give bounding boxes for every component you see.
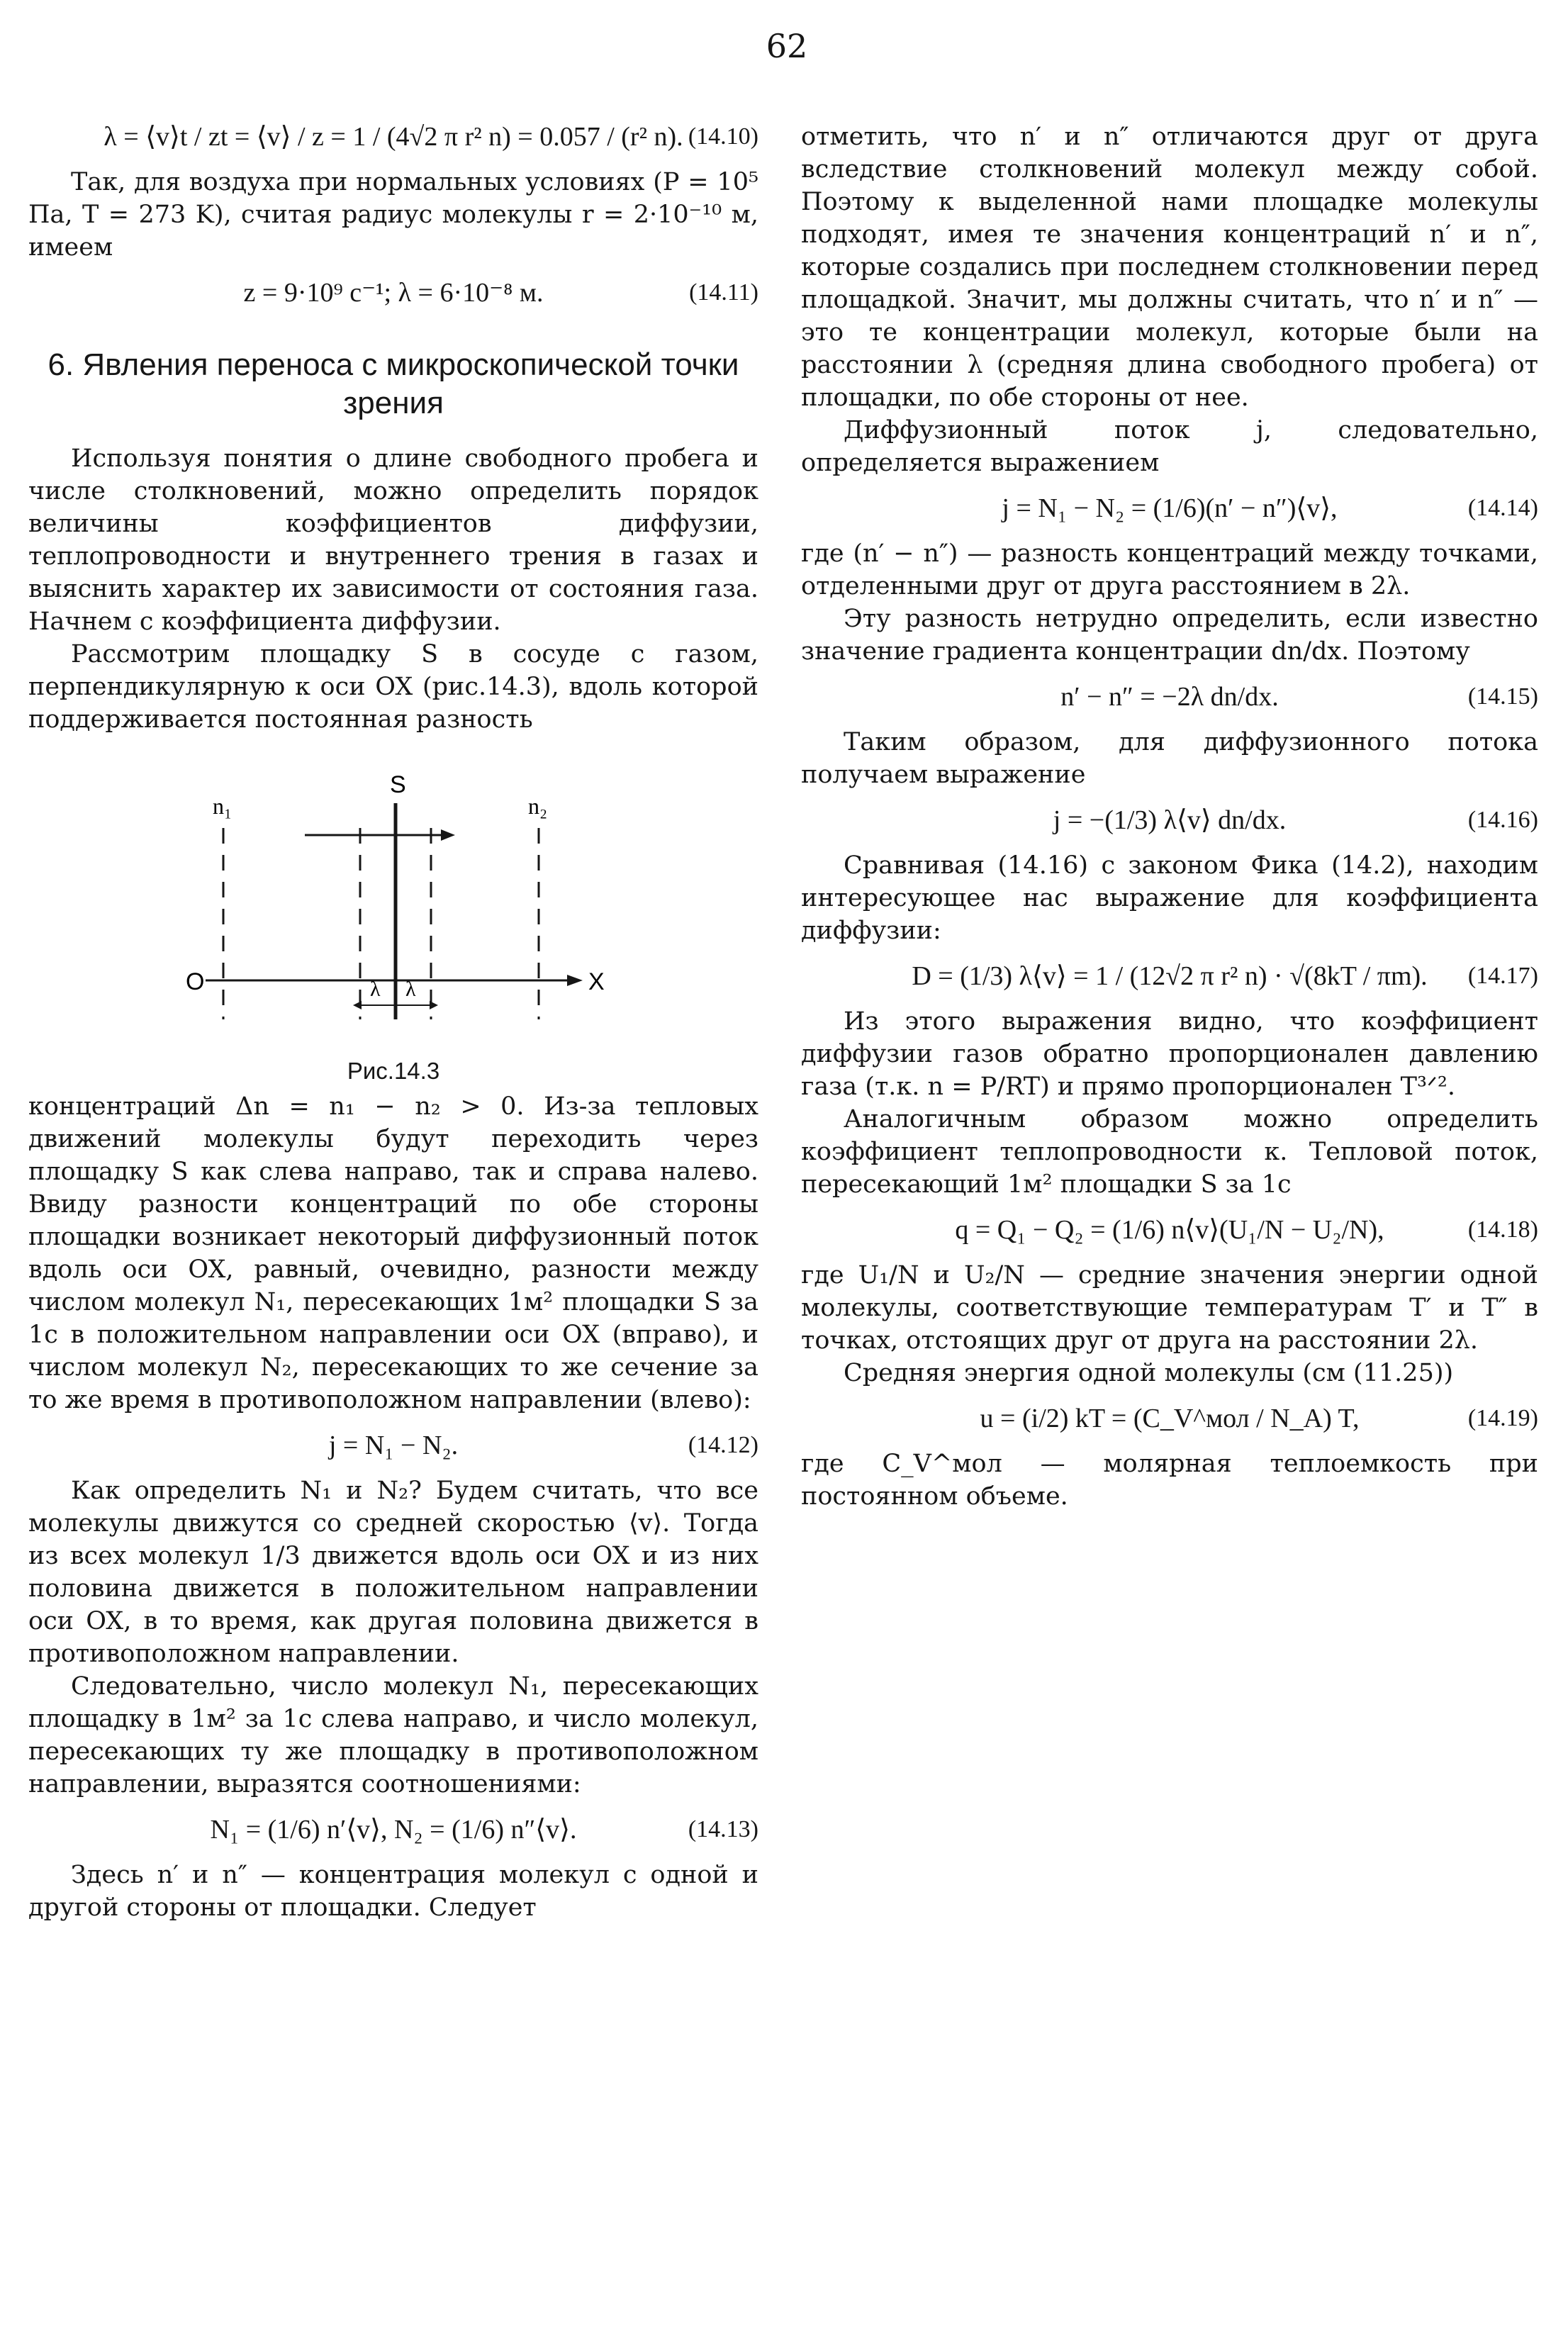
figure-14-3 [28,764,758,1090]
label-x: X [588,968,605,995]
label-s: S [390,771,406,798]
paragraph: где U₁/N и U₂/N — средние значения энергии одной молекулы, соответствующие температурам T′ и T″ в точках, отстоящих друг от друга на расстоянии 2λ. [801,1261,1538,1355]
left-column [28,121,758,1924]
paragraph: Таким образом, для диффузионного потока получаем выражение [801,728,1538,789]
page-number: 62 [766,27,808,65]
paragraph: Средняя энергия одной молекулы (см (11.25)) [844,1359,1454,1387]
figure-caption: Рис.14.3 [347,1058,440,1084]
equation-tag: (14.18) [1467,1216,1538,1243]
paragraph: Сравнивая (14.16) с законом Фика (14.2), находим интересующее нас выражение для коэффициента диффузии: [801,851,1538,945]
paragraph: Аналогичным образом можно определить коэффициент теплопроводности κ. Тепловой поток, пересекающий 1м² площадки S за 1с [801,1105,1538,1199]
equation-14-19 [801,1402,1538,1435]
equation-tag: (14.19) [1467,1405,1538,1431]
figure-diagram [28,764,758,1048]
equation-expr: D = (1/3) λ⟨v⟩ = 1 / (12√2 π r² n) · √(8kT / πm). [912,961,1428,991]
paragraph: Как определить N₁ и N₂? Будем считать, что все молекулы движутся со средней скоростью ⟨v⟩. Тогда из всех молекул 1/3 движется вдоль оси OX и из них половина движется в положительном направлении оси OX, в то время, как другая половина движется в противоположном направлении. [28,1477,758,1668]
equation-tag: (14.13) [688,1816,758,1842]
paragraph: где (n′ − n″) — разность концентраций между точками, отделенными друг от друга расстоянием в 2λ. [801,539,1538,600]
equation-14-15 [801,681,1538,713]
equation-expr: N₁ = (1/6) n′⟨v⟩, N₂ = (1/6) n″⟨v⟩. [210,1815,577,1845]
equation-14-10 [28,121,758,153]
equation-expr: n′ − n″ = −2λ dn/dx. [1060,682,1279,712]
paragraph: Так, для воздуха при нормальных условиях (P = 10⁵ Па, T = 273 K), считая радиус молекулы r = 2·10⁻¹⁰ м, имеем [28,168,758,262]
paragraph: где C_V^мол — молярная теплоемкость при постоянном объеме. [801,1450,1538,1511]
label-n1: n₁ [213,793,233,819]
paragraph: Эту разность нетрудно определить, если известно значение градиента концентрации dn/dx. Поэтому [801,605,1538,666]
equation-14-16 [801,804,1538,836]
equation-expr: q = Q₁ − Q₂ = (1/6) n⟨v⟩(U₁/N − U₂/N), [955,1215,1384,1245]
paragraph: концентраций Δn = n₁ − n₂ > 0. Из-за тепловых движений молекулы будут переходить через площадку S как слева направо, так и справа налево. Ввиду разности концентраций по обе стороны площадки возникает некоторый диффузионный поток вдоль оси OX, равный, очевидно, разности между числом молекул N₁, пересекающих 1м² площадки S за 1с в положительном направлении оси OX (вправо), и числом молекул N₂, пересекающих то же сечение за то же время в противоположном направлении (влево): [28,1092,758,1414]
paragraph: отметить, что n′ и n″ отличаются друг от друга вследствие столкновений молекул между собой. Поэтому к выделенной нами площадке молекулы подходят, имея те значения концентраций n′ и n″, которые создались при последнем столкновении перед площадкой. Значит, мы должны считать, что n′ и n″ — это те концентрации молекул, которые были на расстоянии λ (средняя длина свободного пробега) от площадки, по обе стороны от нее. [801,123,1538,412]
equation-tag: (14.12) [688,1432,758,1458]
paragraph: Диффузионный поток j, следовательно, определяется выражением [801,416,1538,477]
equation-tag: (14.11) [689,279,758,306]
equation-expr: u = (i/2) kT = (C_V^мол / N_A) T, [980,1404,1360,1433]
paragraph: Здесь n′ и n″ — концентрация молекул с одной и другой стороны от площадки. Следует [28,1861,758,1922]
equation-14-18 [801,1214,1538,1246]
equation-tag: (14.14) [1467,495,1538,521]
equation-tag: (14.15) [1467,683,1538,710]
equation-tag: (14.10) [688,123,758,150]
equation-tag: (14.17) [1467,963,1538,989]
equation-expr: j = −(1/3) λ⟨v⟩ dn/dx. [1053,805,1287,835]
section-title: 6. Явления переноса с микроскопической точки зрения [47,347,739,420]
paragraph: Рассмотрим площадку S в сосуде с газом, перпендикулярную к оси OX (рис.14.3), вдоль которой поддерживается постоянная разность [28,640,758,734]
equation-14-13 [28,1813,758,1846]
equation-14-17 [801,960,1538,992]
equation-expr: z = 9·10⁹ с⁻¹; λ = 6·10⁻⁸ м. [243,278,544,308]
equation-expr: j = N₁ − N₂ = (1/6)(n′ − n″)⟨v⟩, [1002,493,1338,523]
equation-expr: j = N₁ − N₂. [328,1431,459,1460]
label-lambda: λ [370,978,381,1001]
paragraph: Используя понятия о длине свободного пробега и числе столкновений, можно определить порядок величины коэффициентов диффузии, теплопроводности и внутреннего трения в газах и выяснить характер их зависимости от состояния газа. Начнем с коэффициента диффузии. [28,444,758,636]
paragraph: Из этого выражения видно, что коэффициент диффузии газов обратно пропорционален давлению газа (т.к. n = P/RT) и прямо пропорционален T³ᐟ². [801,1007,1538,1101]
equation-14-12 [28,1429,758,1462]
equation-14-11 [28,276,758,309]
right-column [801,121,1538,1513]
paragraph: Следовательно, число молекул N₁, пересекающих площадку в 1м² за 1с слева направо, и число молекул, пересекающих ту же площадку в противоположном направлении, выразятся соотношениями: [28,1672,758,1798]
label-n2: n₂ [528,793,548,819]
equation-expr: λ = ⟨v⟩t / zt = ⟨v⟩ / z = 1 / (4√2 π r² n) = 0.057 / (r² n). [103,122,683,152]
equation-tag: (14.16) [1467,807,1538,833]
equation-14-14 [801,492,1538,525]
label-o: O [186,968,205,995]
label-lambda: λ [405,978,416,1001]
